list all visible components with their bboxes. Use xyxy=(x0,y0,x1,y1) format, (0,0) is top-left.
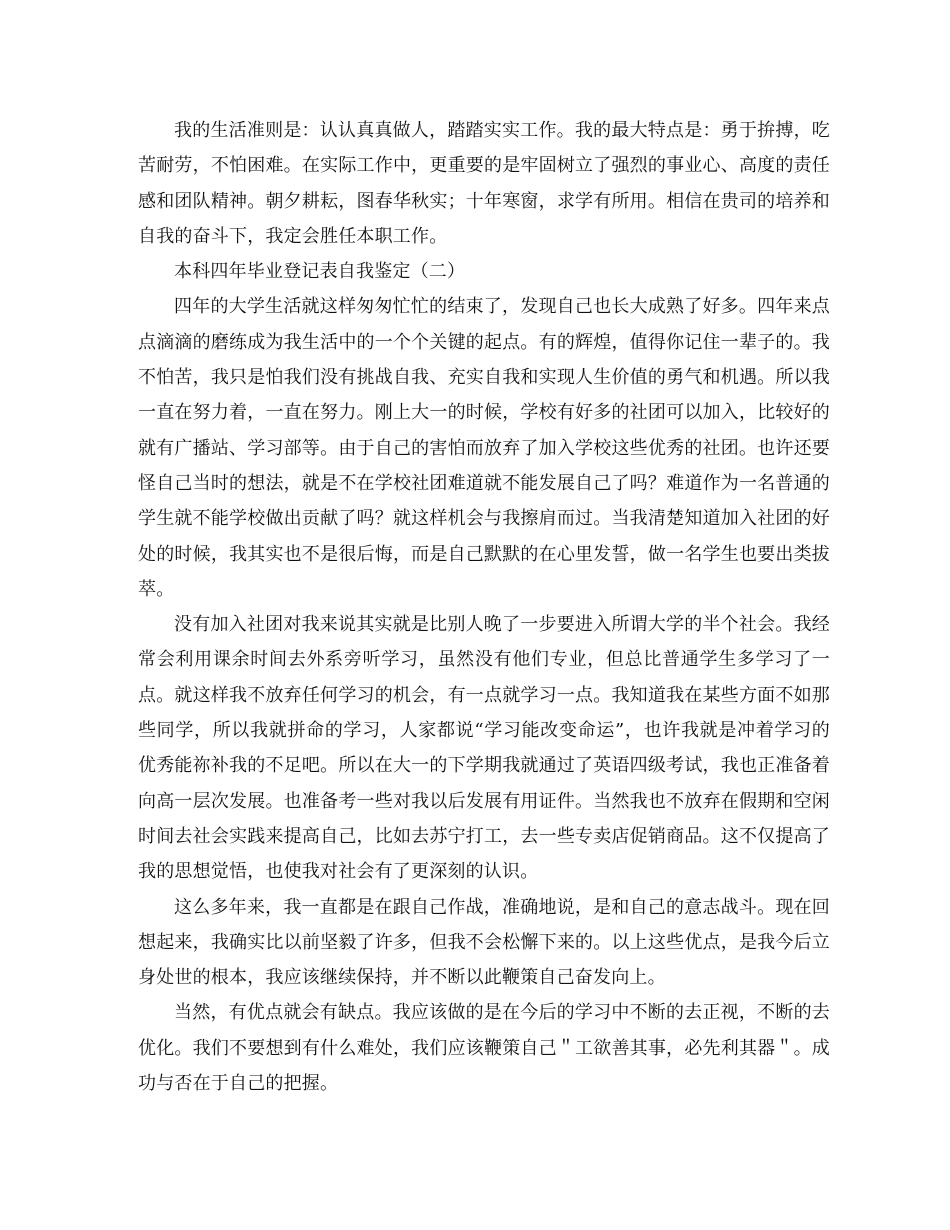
document-body xyxy=(138,113,830,1101)
section-heading: 本科四年毕业登记表自我鉴定（二） xyxy=(174,261,466,283)
paragraph-life-principles: 我的生活准则是：认认真真做人，踏踏实实工作。我的最大特点是：勇于拚搏，吃苦耐劳，不怕困难。在实际工作中，更重要的是牢固树立了强烈的事业心、高度的责任感和团队精神。朝夕耕耘，图春华秋实；十年寒窗，求学有所用。相信在贵司的培养和自我的奋斗下，我定会胜任本职工作。 xyxy=(138,120,830,247)
paragraph-self-study: 没有加入社团对我来说其实就是比别人晚了一步要进入所谓大学的半个社会。我经常会利用课余时间去外系旁听学习，虽然没有他们专业，但总比普通学生多学习了一点。就这样我不放弃任何学习的机会，有一点就学习一点。我知道我在某些方面不如那些同学，所以我就拼命的学习，人家都说“学习能改变命运”，也许我就是冲着学习的优秀能祢补我的不足吧。所以在大一的下学期我就通过了英语四级考试，我也正准备着向高一层次发展。也准备考一些对我以后发展有用证件。当然我也不放弃在假期和空闲时间去社会实践来提高自己，比如去苏宁打工，去一些专卖店促销商品。这不仅提高了我的思想觉悟，也使我对社会有了更深刻的认识。 xyxy=(138,614,830,883)
paragraph-shortcomings: 当然，有优点就会有缺点。我应该做的是在今后的学习中不断的去正视，不断的去优化。我们不要想到有什么难处，我们应该鞭策自己＂工欲善其事，必先利其器＂。成功与否在于自己的把握。 xyxy=(138,1002,830,1095)
paragraph-perseverance: 这么多年来，我一直都是在跟自己作战，准确地说，是和自己的意志战斗。现在回想起来，我确实比以前坚毅了许多，但我不会松懈下来的。以上这些优点，是我今后立身处世的根本，我应该继续保持，并不断以此鞭策自己奋发向上。 xyxy=(138,896,830,989)
paragraph-university-life: 四年的大学生活就这样匆匆忙忙的结束了，发现自己也长大成熟了好多。四年来点点滴滴的磨练成为我生活中的一个个关键的起点。有的辉煌，值得你记住一辈子的。我不怕苦，我只是怕我们没有挑战自我、充实自我和实现人生价值的勇气和机遇。所以我一直在努力着，一直在努力。刚上大一的时候，学校有好多的社团可以加入，比较好的就有广播站、学习部等。由于自己的害怕而放弃了加入学校这些优秀的社团。也许还要怪自己当时的想法，就是不在学校社团难道就不能发展自己了吗？难道作为一名普通的学生就不能学校做出贡献了吗？就这样机会与我擦肩而过。当我清楚知道加入社团的好处的时候，我其实也不是很后悔，而是自己默默的在心里发誓，做一名学生也要出类拔萃。 xyxy=(138,296,830,600)
